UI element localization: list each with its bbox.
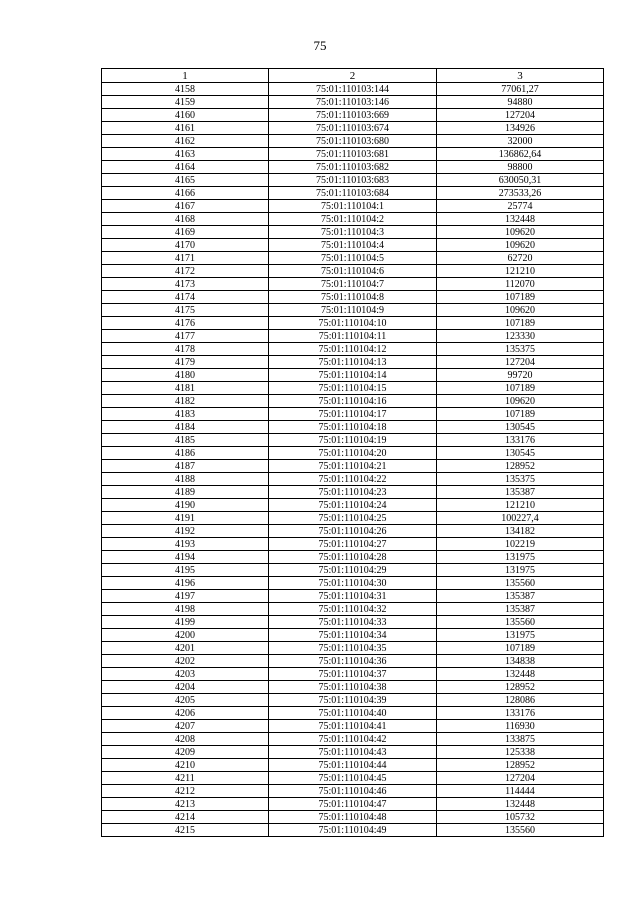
value-cell: 133176 [437,707,604,720]
cadastral-number-cell: 75:01:110104:42 [269,733,437,746]
value-cell: 123330 [437,330,604,343]
table-row [102,122,604,135]
cadastral-number-cell: 75:01:110104:25 [269,512,437,525]
value-cell: 62720 [437,252,604,265]
cadastral-number-cell: 75:01:110104:35 [269,642,437,655]
row-number-cell: 4160 [102,109,269,122]
value-cell: 131975 [437,629,604,642]
value-cell: 94880 [437,96,604,109]
row-number-cell: 4189 [102,486,269,499]
cadastral-number-cell: 75:01:110104:44 [269,759,437,772]
column-header: 3 [437,69,604,83]
value-cell: 107189 [437,642,604,655]
table-row [102,109,604,122]
value-cell: 114444 [437,785,604,798]
table-row [102,473,604,486]
row-number-cell: 4201 [102,642,269,655]
table-body [102,83,604,837]
row-number-cell: 4164 [102,161,269,174]
row-number-cell: 4185 [102,434,269,447]
row-number-cell: 4197 [102,590,269,603]
row-number-cell: 4194 [102,551,269,564]
cadastral-number-cell: 75:01:110103:669 [269,109,437,122]
table-row [102,356,604,369]
cadastral-number-cell: 75:01:110104:31 [269,590,437,603]
cadastral-number-cell: 75:01:110104:49 [269,824,437,837]
value-cell: 112070 [437,278,604,291]
cadastral-number-cell: 75:01:110103:144 [269,83,437,96]
row-number-cell: 4208 [102,733,269,746]
value-cell: 132448 [437,213,604,226]
cadastral-number-cell: 75:01:110104:8 [269,291,437,304]
row-number-cell: 4184 [102,421,269,434]
value-cell: 105732 [437,811,604,824]
cadastral-number-cell: 75:01:110104:33 [269,616,437,629]
row-number-cell: 4211 [102,772,269,785]
value-cell: 135387 [437,486,604,499]
value-cell: 128086 [437,694,604,707]
value-cell: 107189 [437,408,604,421]
cadastral-number-cell: 75:01:110104:24 [269,499,437,512]
cadastral-number-cell: 75:01:110104:28 [269,551,437,564]
table-row [102,317,604,330]
cadastral-number-cell: 75:01:110104:16 [269,395,437,408]
table-row [102,720,604,733]
value-cell: 109620 [437,395,604,408]
table-row [102,200,604,213]
table-row [102,785,604,798]
cadastral-number-cell: 75:01:110104:3 [269,226,437,239]
row-number-cell: 4192 [102,525,269,538]
row-number-cell: 4204 [102,681,269,694]
value-cell: 107189 [437,382,604,395]
row-number-cell: 4210 [102,759,269,772]
table-row [102,174,604,187]
cadastral-number-cell: 75:01:110103:146 [269,96,437,109]
table-row [102,278,604,291]
value-cell: 121210 [437,499,604,512]
value-cell: 134182 [437,525,604,538]
row-number-cell: 4158 [102,83,269,96]
page-number: 75 [313,38,327,53]
cadastral-number-cell: 75:01:110104:41 [269,720,437,733]
cadastral-number-cell: 75:01:110104:5 [269,252,437,265]
row-number-cell: 4161 [102,122,269,135]
table-row [102,96,604,109]
value-cell: 107189 [437,317,604,330]
value-cell: 32000 [437,135,604,148]
row-number-cell: 4196 [102,577,269,590]
value-cell: 77061,27 [437,83,604,96]
row-number-cell: 4209 [102,746,269,759]
value-cell: 116930 [437,720,604,733]
row-number-cell: 4193 [102,538,269,551]
value-cell: 121210 [437,265,604,278]
cadastral-number-cell: 75:01:110104:11 [269,330,437,343]
cadastral-number-cell: 75:01:110103:674 [269,122,437,135]
table-row [102,564,604,577]
cadastral-number-cell: 75:01:110104:45 [269,772,437,785]
table-row [102,434,604,447]
value-cell: 133176 [437,434,604,447]
table-row [102,447,604,460]
table-row [102,694,604,707]
table-row [102,135,604,148]
cadastral-number-cell: 75:01:110104:32 [269,603,437,616]
value-cell: 133875 [437,733,604,746]
cadastral-number-cell: 75:01:110104:13 [269,356,437,369]
value-cell: 98800 [437,161,604,174]
table-row [102,538,604,551]
cadastral-number-cell: 75:01:110104:10 [269,317,437,330]
row-number-cell: 4202 [102,655,269,668]
row-number-cell: 4177 [102,330,269,343]
value-cell: 127204 [437,356,604,369]
value-cell: 135387 [437,603,604,616]
row-number-cell: 4169 [102,226,269,239]
table-row [102,369,604,382]
table-row [102,187,604,200]
value-cell: 130545 [437,421,604,434]
row-number-cell: 4181 [102,382,269,395]
header-row [102,69,604,83]
value-cell: 130545 [437,447,604,460]
row-number-cell: 4214 [102,811,269,824]
cadastral-number-cell: 75:01:110104:6 [269,265,437,278]
row-number-cell: 4186 [102,447,269,460]
row-number-cell: 4200 [102,629,269,642]
table-row [102,252,604,265]
value-cell: 136862,64 [437,148,604,161]
cadastral-number-cell: 75:01:110104:12 [269,343,437,356]
cadastral-number-cell: 75:01:110104:20 [269,447,437,460]
value-cell: 100227,4 [437,512,604,525]
table-row [102,512,604,525]
table-row [102,603,604,616]
row-number-cell: 4190 [102,499,269,512]
table-row [102,746,604,759]
table-row [102,226,604,239]
table-row [102,824,604,837]
table-row [102,707,604,720]
row-number-cell: 4173 [102,278,269,291]
value-cell: 135560 [437,577,604,590]
cadastral-number-cell: 75:01:110104:48 [269,811,437,824]
cadastral-number-cell: 75:01:110104:9 [269,304,437,317]
cadastral-number-cell: 75:01:110104:17 [269,408,437,421]
row-number-cell: 4180 [102,369,269,382]
row-number-cell: 4162 [102,135,269,148]
table-row [102,330,604,343]
row-number-cell: 4168 [102,213,269,226]
value-cell: 128952 [437,681,604,694]
table-row [102,304,604,317]
cadastral-number-cell: 75:01:110103:682 [269,161,437,174]
table-row [102,525,604,538]
table-row [102,83,604,96]
row-number-cell: 4183 [102,408,269,421]
cadastral-number-cell: 75:01:110104:26 [269,525,437,538]
cadastral-number-cell: 75:01:110104:30 [269,577,437,590]
table-row [102,759,604,772]
row-number-cell: 4166 [102,187,269,200]
value-cell: 132448 [437,798,604,811]
data-table [101,68,604,837]
table-row [102,655,604,668]
table-row [102,590,604,603]
value-cell: 102219 [437,538,604,551]
table-row [102,668,604,681]
table-row [102,291,604,304]
cadastral-number-cell: 75:01:110104:1 [269,200,437,213]
table-row [102,148,604,161]
value-cell: 127204 [437,772,604,785]
row-number-cell: 4167 [102,200,269,213]
row-number-cell: 4174 [102,291,269,304]
table-row [102,343,604,356]
row-number-cell: 4199 [102,616,269,629]
value-cell: 128952 [437,759,604,772]
table-row [102,382,604,395]
table-row [102,499,604,512]
value-cell: 135560 [437,824,604,837]
cadastral-number-cell: 75:01:110104:29 [269,564,437,577]
cadastral-number-cell: 75:01:110104:37 [269,668,437,681]
table-row [102,811,604,824]
table-row [102,265,604,278]
row-number-cell: 4159 [102,96,269,109]
value-cell: 99720 [437,369,604,382]
cadastral-number-cell: 75:01:110104:4 [269,239,437,252]
row-number-cell: 4170 [102,239,269,252]
cadastral-number-cell: 75:01:110104:39 [269,694,437,707]
table-row [102,239,604,252]
value-cell: 135560 [437,616,604,629]
value-cell: 109620 [437,226,604,239]
cadastral-number-cell: 75:01:110103:684 [269,187,437,200]
value-cell: 125338 [437,746,604,759]
row-number-cell: 4165 [102,174,269,187]
row-number-cell: 4178 [102,343,269,356]
row-number-cell: 4191 [102,512,269,525]
table-row [102,798,604,811]
value-cell: 109620 [437,239,604,252]
row-number-cell: 4176 [102,317,269,330]
table-row [102,460,604,473]
table-row [102,772,604,785]
table-row [102,395,604,408]
value-cell: 131975 [437,551,604,564]
value-cell: 630050,31 [437,174,604,187]
cadastral-number-cell: 75:01:110104:15 [269,382,437,395]
value-cell: 109620 [437,304,604,317]
value-cell: 132448 [437,668,604,681]
value-cell: 131975 [437,564,604,577]
column-header: 2 [269,69,437,83]
cadastral-number-cell: 75:01:110104:46 [269,785,437,798]
cadastral-number-cell: 75:01:110104:21 [269,460,437,473]
cadastral-number-cell: 75:01:110104:19 [269,434,437,447]
table-row [102,408,604,421]
row-number-cell: 4205 [102,694,269,707]
row-number-cell: 4198 [102,603,269,616]
value-cell: 107189 [437,291,604,304]
row-number-cell: 4172 [102,265,269,278]
row-number-cell: 4188 [102,473,269,486]
row-number-cell: 4212 [102,785,269,798]
cadastral-number-cell: 75:01:110104:40 [269,707,437,720]
table-row [102,642,604,655]
cadastral-number-cell: 75:01:110104:27 [269,538,437,551]
table-row [102,213,604,226]
column-header: 1 [102,69,269,83]
cadastral-number-cell: 75:01:110104:38 [269,681,437,694]
row-number-cell: 4215 [102,824,269,837]
cadastral-number-cell: 75:01:110104:22 [269,473,437,486]
cadastral-number-cell: 75:01:110104:7 [269,278,437,291]
cadastral-number-cell: 75:01:110103:680 [269,135,437,148]
cadastral-number-cell: 75:01:110103:683 [269,174,437,187]
row-number-cell: 4213 [102,798,269,811]
cadastral-number-cell: 75:01:110103:681 [269,148,437,161]
row-number-cell: 4171 [102,252,269,265]
table-row [102,577,604,590]
row-number-cell: 4175 [102,304,269,317]
row-number-cell: 4187 [102,460,269,473]
value-cell: 135375 [437,473,604,486]
table-row [102,681,604,694]
value-cell: 25774 [437,200,604,213]
table-row [102,161,604,174]
row-number-cell: 4179 [102,356,269,369]
cadastral-number-cell: 75:01:110104:47 [269,798,437,811]
table-row [102,616,604,629]
row-number-cell: 4203 [102,668,269,681]
cadastral-number-cell: 75:01:110104:2 [269,213,437,226]
cadastral-number-cell: 75:01:110104:34 [269,629,437,642]
table-row [102,629,604,642]
value-cell: 127204 [437,109,604,122]
row-number-cell: 4163 [102,148,269,161]
value-cell: 134926 [437,122,604,135]
cadastral-number-cell: 75:01:110104:43 [269,746,437,759]
row-number-cell: 4207 [102,720,269,733]
cadastral-number-cell: 75:01:110104:36 [269,655,437,668]
table-row [102,421,604,434]
table-row [102,551,604,564]
value-cell: 135387 [437,590,604,603]
value-cell: 128952 [437,460,604,473]
row-number-cell: 4195 [102,564,269,577]
value-cell: 273533,26 [437,187,604,200]
value-cell: 134838 [437,655,604,668]
row-number-cell: 4206 [102,707,269,720]
table-row [102,486,604,499]
table-row [102,733,604,746]
row-number-cell: 4182 [102,395,269,408]
cadastral-number-cell: 75:01:110104:14 [269,369,437,382]
cadastral-number-cell: 75:01:110104:18 [269,421,437,434]
cadastral-number-cell: 75:01:110104:23 [269,486,437,499]
value-cell: 135375 [437,343,604,356]
